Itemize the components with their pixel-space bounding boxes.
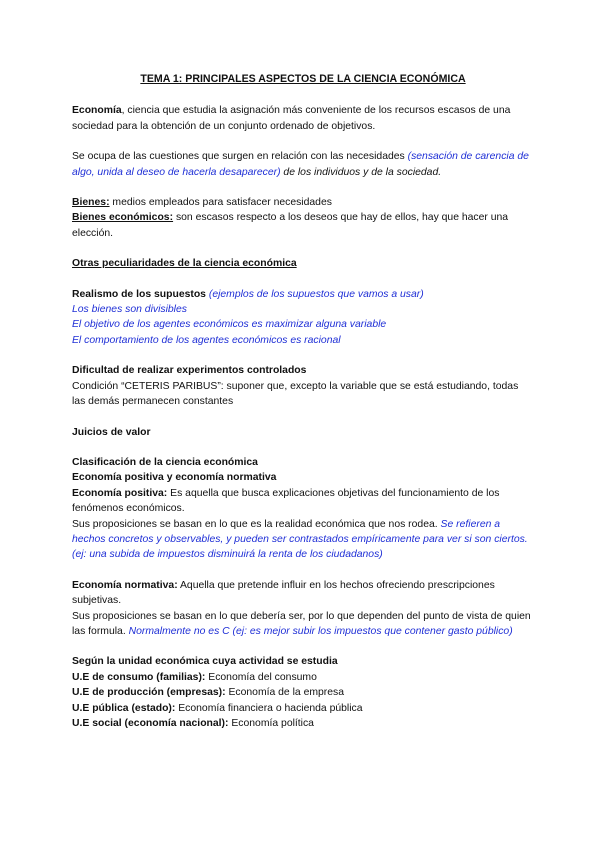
note-necesidades: (sensación de carencia de algo, unida al deseo de hacerla desaparecer) [72,151,529,178]
term-ue-consumo: U.E de consumo (familias): [72,671,206,683]
paragraph-economia [72,103,534,134]
paragraph-necesidades [72,149,534,180]
text-ue-publica: Economía financiera o hacienda pública [175,702,363,714]
term-ue-produccion: U.E de producción (empresas): [72,687,226,699]
list-item [72,670,534,685]
heading-unidad: Según la unidad económica cuya actividad se estudia [72,656,338,668]
heading-realismo-text: Realismo de los supuestos [72,288,206,300]
list-item [72,716,534,731]
paragraph-bienes [72,195,534,210]
text-normativa-2: Sus proposiciones se basan en lo que debería ser, por lo que dependen del punto de vista de quien las formula. [72,610,531,637]
heading-dificultad: Dificultad de realizar experimentos controlados [72,365,307,377]
heading-positiva-normativa: Economía positiva y economía normativa [72,472,277,484]
definition-bienes-economicos: son escasos respecto a los deseos que hay de ellos, hay que hacer una elección. [72,212,509,239]
text-ue-produccion: Economía de la empresa [225,687,344,699]
definition-bienes: medios empleados para satisfacer necesidades [109,197,332,209]
definition-normativa: Aquella que pretende influir en los hechos ofreciendo prescripciones subjetivas. [72,579,495,607]
heading-juicios: Juicios de valor [72,426,151,438]
text-necesidades-2: de los individuos y de la sociedad. [280,166,442,178]
section-heading-otras: Otras peculiaridades de la ciencia económica [72,258,297,270]
list-item [72,685,534,700]
paragraph-normativa-2 [72,609,534,640]
paragraph-bienes-economicos [72,210,534,241]
paragraph-normativa [72,578,534,609]
term-ue-publica: U.E pública (estado): [72,702,176,714]
paragraph-positiva [72,486,534,517]
text-ue-social: Economía política [228,718,314,729]
list-item: Los bienes son divisibles [72,304,187,316]
note-realismo: (ejemplos de los supuestos que vamos a usar) [205,288,424,300]
term-ue-social: U.E social (economía nacional): [72,718,229,729]
term-bienes-economicos: Bienes económicos: [72,212,174,224]
heading-clasificacion: Clasificación de la ciencia económica [72,456,258,468]
list-item: El objetivo de los agentes económicos es maximizar alguna variable [72,319,387,331]
list-item [72,701,534,716]
document-page [72,72,534,731]
term-positiva: Economía positiva: [72,487,168,499]
paragraph-positiva-2 [72,517,534,563]
list-item: El comportamiento de los agentes económicos es racional [72,334,341,346]
definition-positiva: Es aquella que busca explicaciones objetivas del funcionamiento de los fenómenos económicos. [72,487,500,515]
page-title: TEMA 1: PRINCIPALES ASPECTOS DE LA CIENCIA ECONÓMICA [140,73,466,85]
text-necesidades-1: Se ocupa de las cuestiones que surgen en relación con las necesidades [72,151,408,163]
term-normativa: Economía normativa: [72,579,178,591]
definition-economia: , ciencia que estudia la asignación más conveniente de los recursos escasos de una sociedad para la obtención de un conjunto ordenado de objetivos. [72,105,511,132]
note-normativa: Normalmente no es C (ej: es mejor subir los impuestos que contener gasto público) [128,625,513,637]
note-positiva: Se refieren a hechos concretos y observables, y pueden ser contrastados empíricamente para ver si son ciertos. (ej: una subida de impuestos disminuirá la renta de los ciudadanos) [72,518,528,561]
paragraph-ceteris-paribus: Condición “CETERIS PARIBUS”: suponer que, excepto la variable que se está estudiando, todas las demás permanecen constantes [72,380,519,408]
text-positiva-2: Sus proposiciones se basan en lo que es la realidad económica que nos rodea. [72,518,441,530]
term-economia: Economía [72,105,122,117]
text-ue-consumo: Economía del consumo [205,671,317,683]
term-bienes: Bienes: [72,197,110,209]
heading-realismo [72,287,534,302]
